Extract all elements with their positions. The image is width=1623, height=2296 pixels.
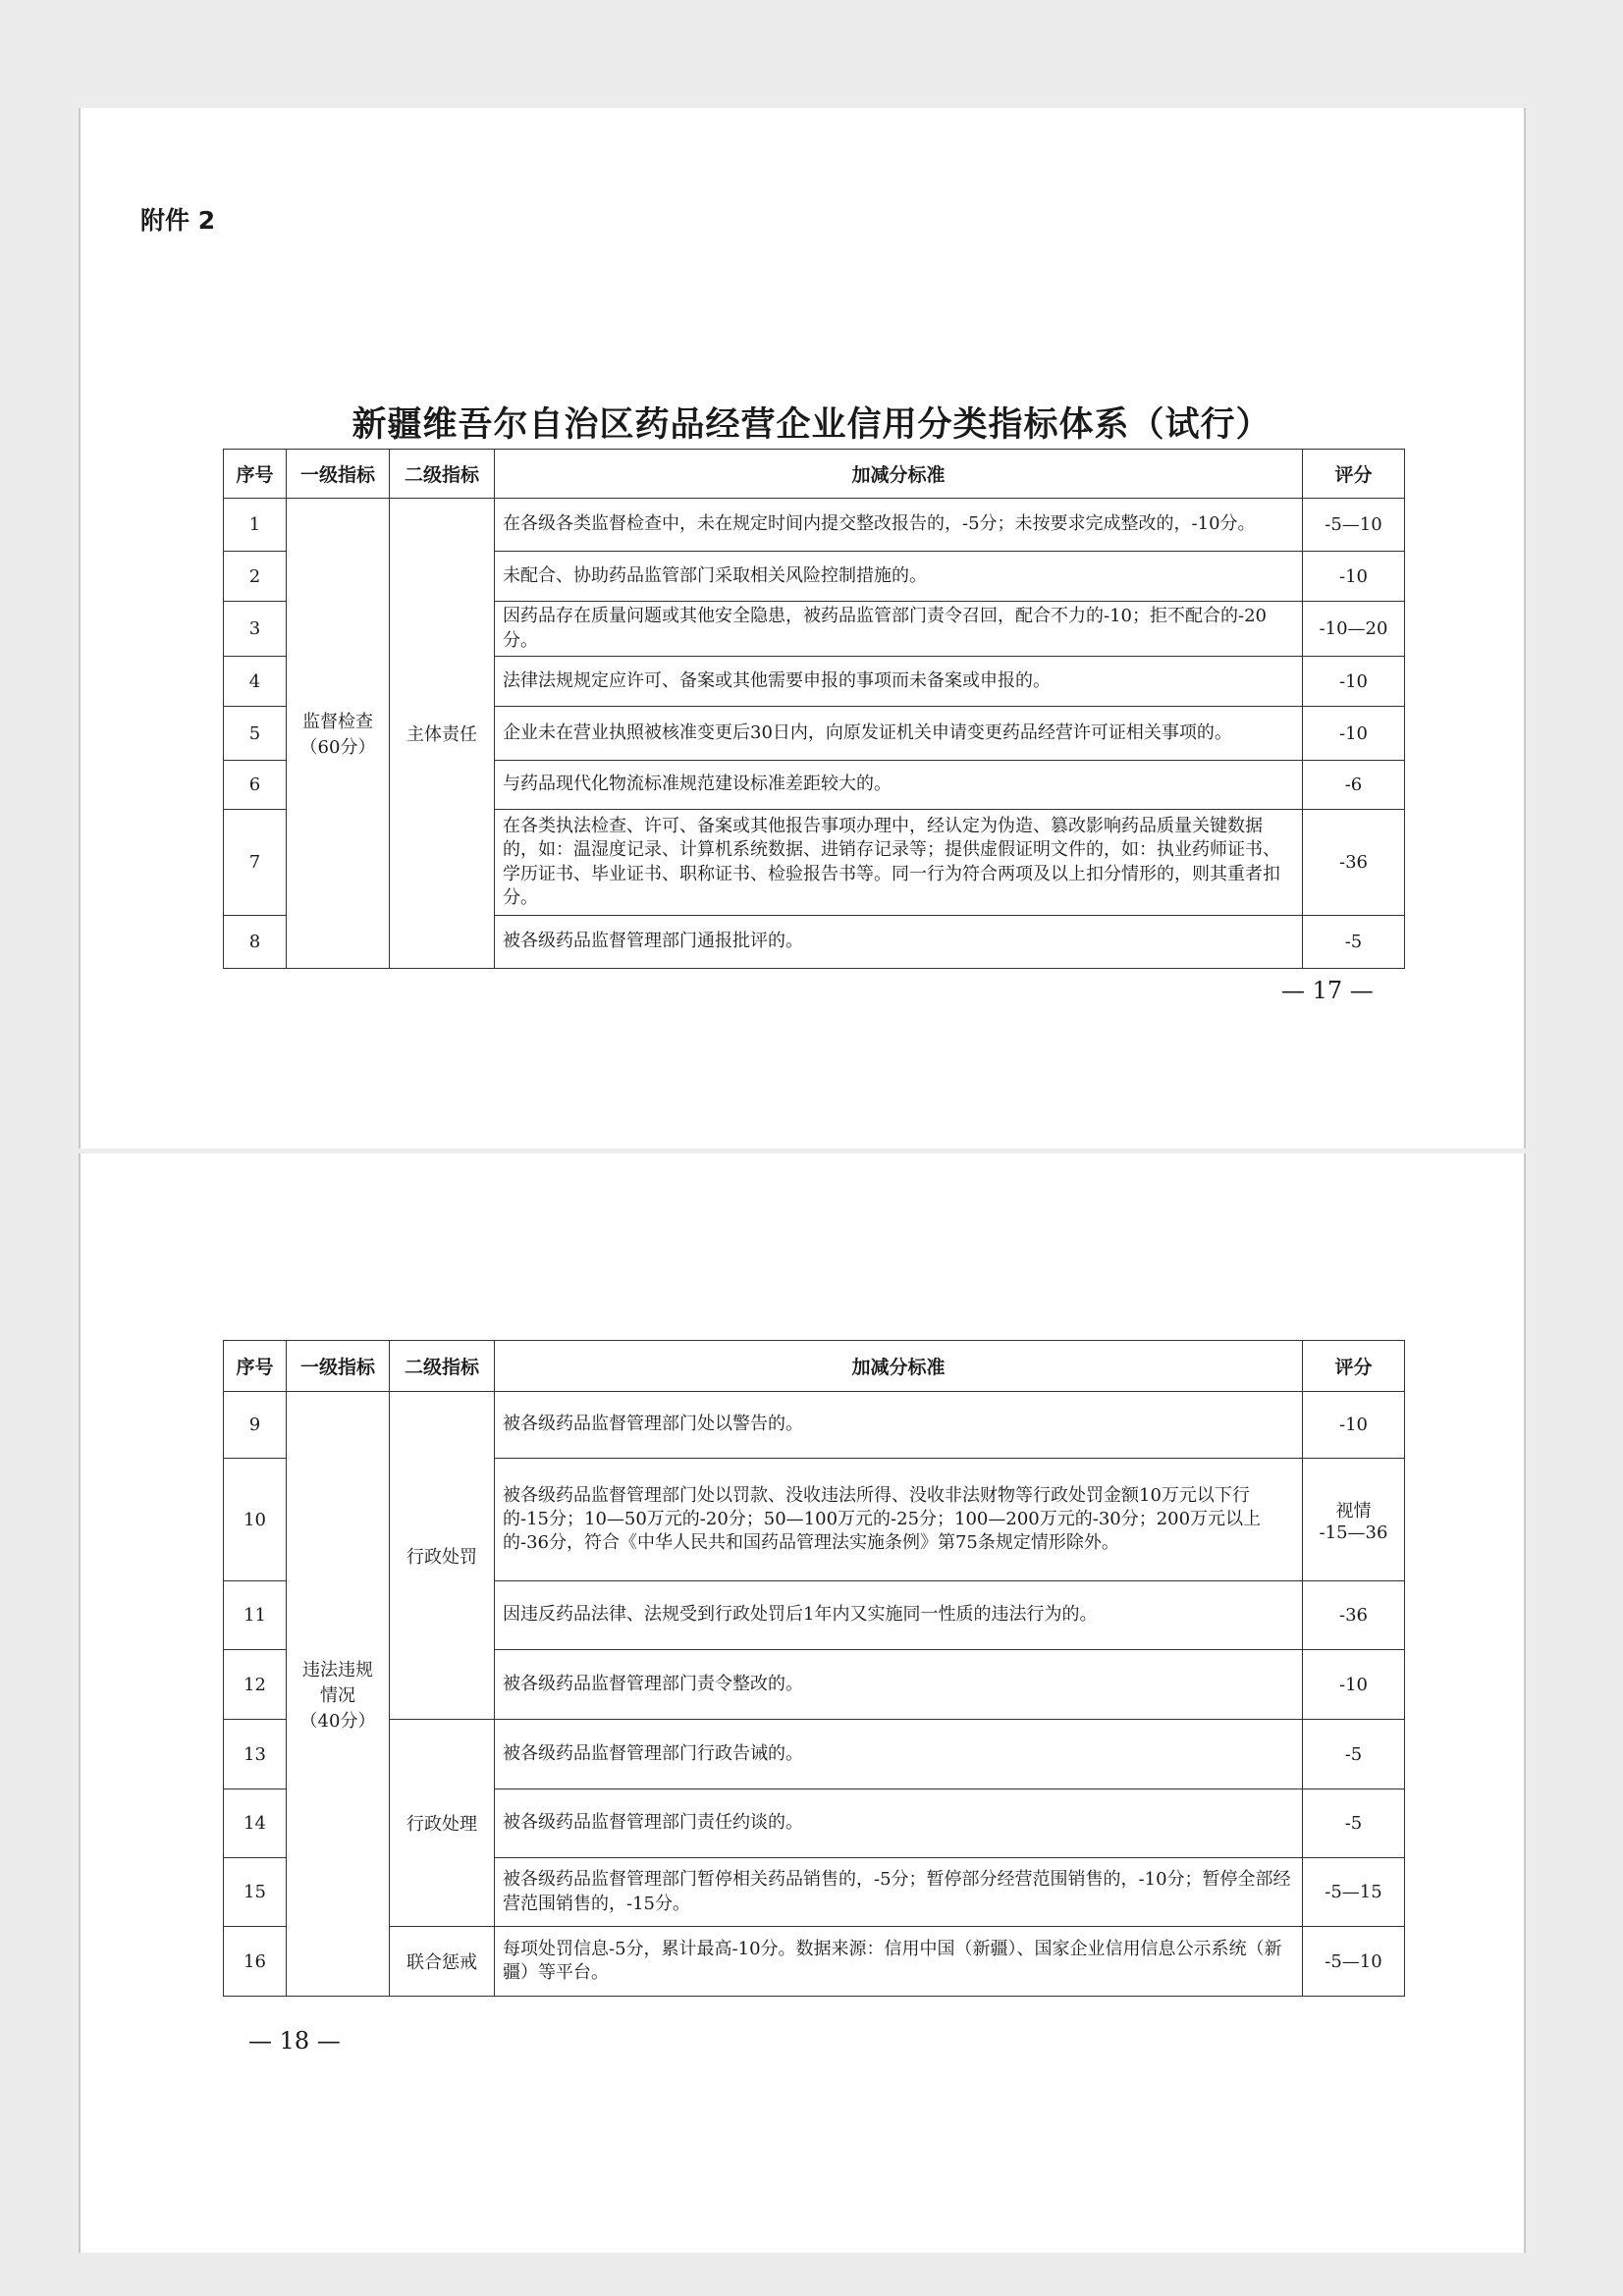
- header-no: 序号: [224, 450, 287, 499]
- score-cell: -10: [1303, 657, 1405, 707]
- header-level1: 一级指标: [287, 1341, 390, 1392]
- page-number: — 17 —: [1281, 977, 1374, 1004]
- indicator-table-part1: [223, 449, 1405, 969]
- criteria-cell: 被各级药品监督管理部门责任约谈的。: [495, 1789, 1303, 1858]
- criteria-cell: 法律法规规定应许可、备案或其他需要申报的事项而未备案或申报的。: [495, 657, 1303, 707]
- row-no: 16: [224, 1927, 287, 1997]
- score-cell: -5—10: [1303, 1927, 1405, 1997]
- criteria-cell: 被各级药品监督管理部门责令整改的。: [495, 1650, 1303, 1720]
- level2-cell: 主体责任: [390, 499, 495, 969]
- header-level2: 二级指标: [390, 1341, 495, 1392]
- criteria-cell: 企业未在营业执照被核准变更后30日内，向原发证机关申请变更药品经营许可证相关事项的。: [495, 707, 1303, 761]
- header-criteria: 加减分标准: [495, 1341, 1303, 1392]
- score-cell: -5: [1303, 1720, 1405, 1789]
- criteria-cell: 被各级药品监督管理部门暂停相关药品销售的，-5分；暂停部分经营范围销售的，-10分；暂停全部经营范围销售的，-15分。: [495, 1858, 1303, 1927]
- header-no: 序号: [224, 1341, 287, 1392]
- table-header-row: [224, 450, 1405, 499]
- table-row: [224, 1392, 1405, 1459]
- score-cell: -10: [1303, 552, 1405, 602]
- score-cell: -36: [1303, 1581, 1405, 1650]
- page-number: — 18 —: [248, 2027, 341, 2055]
- level1-cell: 监督检查 （60分）: [287, 499, 390, 969]
- indicator-table-part2: [223, 1340, 1405, 1997]
- score-cell: -10: [1303, 1392, 1405, 1459]
- row-no: 12: [224, 1650, 287, 1720]
- level2-cell: 行政处罚: [390, 1392, 495, 1720]
- score-cell: -10: [1303, 707, 1405, 761]
- table-header-row: [224, 1341, 1405, 1392]
- criteria-cell: 在各级各类监督检查中，未在规定时间内提交整改报告的，-5分；未按要求完成整改的，-10分。: [495, 499, 1303, 552]
- criteria-cell: 因药品存在质量问题或其他安全隐患，被药品监管部门责令召回，配合不力的-10；拒不配合的-20分。: [495, 602, 1303, 657]
- criteria-cell: 被各级药品监督管理部门行政告诫的。: [495, 1720, 1303, 1789]
- header-level1: 一级指标: [287, 450, 390, 499]
- row-no: 13: [224, 1720, 287, 1789]
- row-no: 11: [224, 1581, 287, 1650]
- table-row: [224, 499, 1405, 552]
- level2-cell: 行政处理: [390, 1720, 495, 1927]
- criteria-cell: 在各类执法检查、许可、备案或其他报告事项办理中，经认定为伪造、篡改影响药品质量关键数据的，如：温湿度记录、计算机系统数据、进销存记录等；提供虚假证明文件的，如：执业药师证书、学历证书、毕业证书、职称证书、检验报告书等。同一行为符合两项及以上扣分情形的，则其重者扣分。: [495, 810, 1303, 916]
- header-level2: 二级指标: [390, 450, 495, 499]
- row-no: 8: [224, 916, 287, 969]
- row-no: 6: [224, 761, 287, 810]
- row-no: 10: [224, 1459, 287, 1581]
- score-cell: -10: [1303, 1650, 1405, 1720]
- level1-cell: 违法违规 情况 （40分）: [287, 1392, 390, 1997]
- row-no: 4: [224, 657, 287, 707]
- row-no: 2: [224, 552, 287, 602]
- score-cell: -36: [1303, 810, 1405, 916]
- table-row: [224, 1927, 1405, 1997]
- score-cell: -6: [1303, 761, 1405, 810]
- header-criteria: 加减分标准: [495, 450, 1303, 499]
- table-row: [224, 1720, 1405, 1789]
- criteria-cell: 被各级药品监督管理部门处以罚款、没收违法所得、没收非法财物等行政处罚金额10万元以下行的-15分；10—50万元的-20分；50—100万元的-25分；100—200万元的-30分；200万元以上的-36分，符合《中华人民共和国药品管理法实施条例》第75条规定情形除外。: [495, 1459, 1303, 1581]
- criteria-cell: 被各级药品监督管理部门通报批评的。: [495, 916, 1303, 969]
- criteria-cell: 因违反药品法律、法规受到行政处罚后1年内又实施同一性质的违法行为的。: [495, 1581, 1303, 1650]
- row-no: 9: [224, 1392, 287, 1459]
- row-no: 7: [224, 810, 287, 916]
- score-cell: -5: [1303, 916, 1405, 969]
- criteria-cell: 被各级药品监督管理部门处以警告的。: [495, 1392, 1303, 1459]
- row-no: 5: [224, 707, 287, 761]
- row-no: 1: [224, 499, 287, 552]
- criteria-cell: 每项处罚信息-5分，累计最高-10分。数据来源：信用中国（新疆）、国家企业信用信息公示系统（新疆）等平台。: [495, 1927, 1303, 1997]
- row-no: 14: [224, 1789, 287, 1858]
- row-no: 3: [224, 602, 287, 657]
- score-cell: -5—15: [1303, 1858, 1405, 1927]
- score-cell: -5—10: [1303, 499, 1405, 552]
- score-cell: -10—20: [1303, 602, 1405, 657]
- row-no: 15: [224, 1858, 287, 1927]
- level2-cell: 联合惩戒: [390, 1927, 495, 1997]
- attachment-label: 附件 2: [140, 206, 216, 235]
- score-cell: -5: [1303, 1789, 1405, 1858]
- header-score: 评分: [1303, 1341, 1405, 1392]
- header-score: 评分: [1303, 450, 1405, 499]
- criteria-cell: 未配合、协助药品监管部门采取相关风险控制措施的。: [495, 552, 1303, 602]
- score-cell: 视情 -15—36: [1303, 1459, 1405, 1581]
- criteria-cell: 与药品现代化物流标准规范建设标准差距较大的。: [495, 761, 1303, 810]
- document-title: 新疆维吾尔自治区药品经营企业信用分类指标体系（试行）: [352, 405, 1271, 445]
